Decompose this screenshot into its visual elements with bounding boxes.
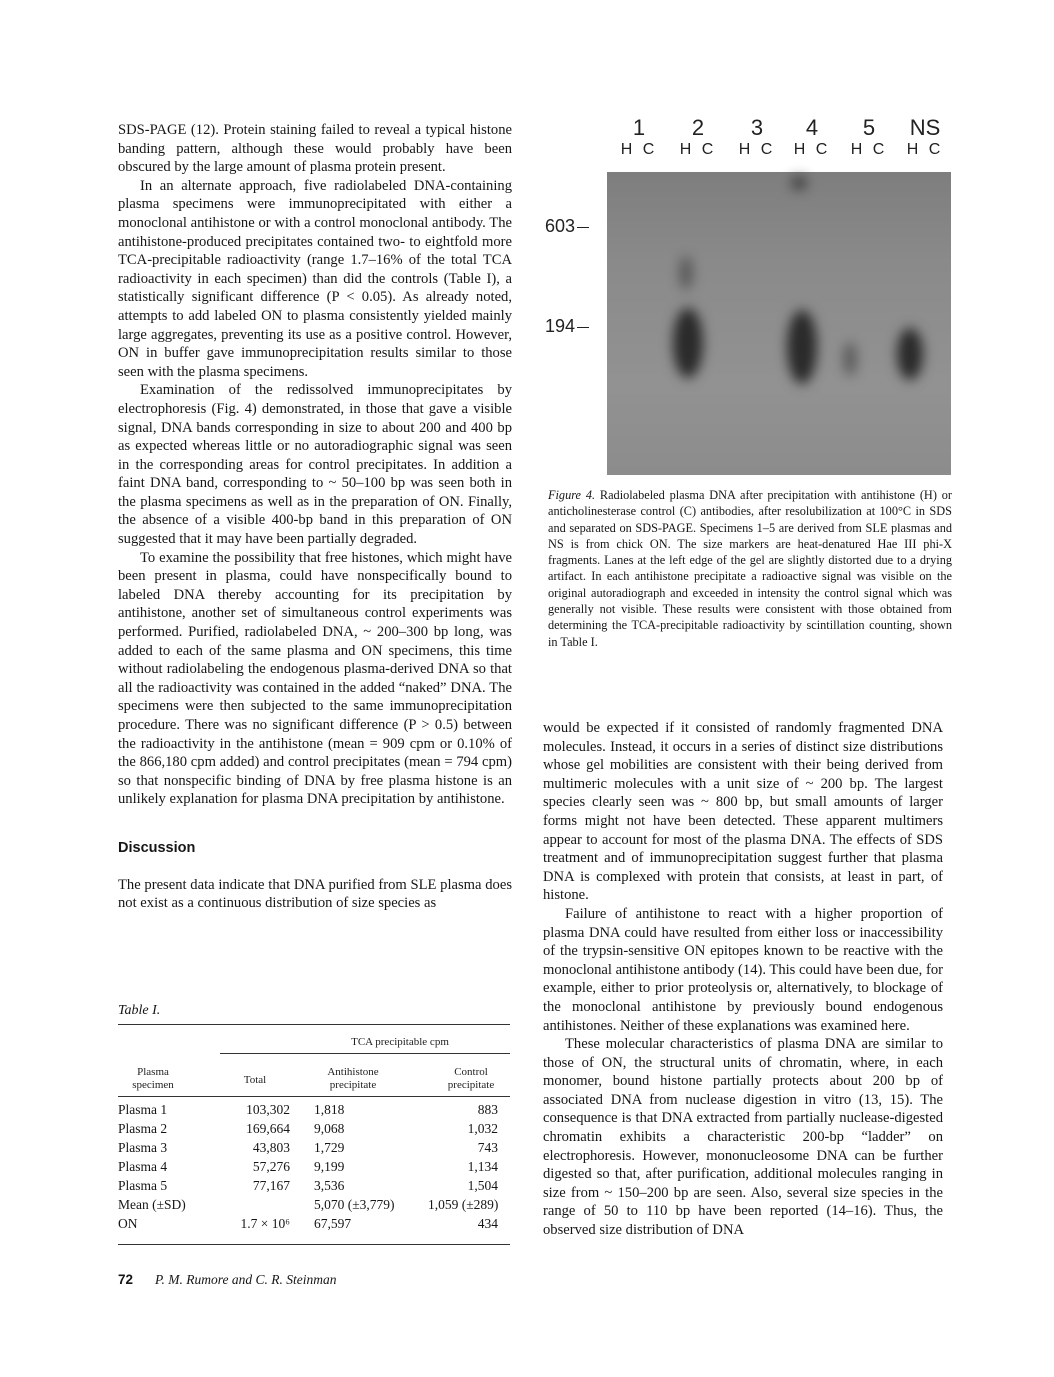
paragraph: Failure of antihistone to react with a higher proportion of plasma DNA could have resulted from either loss or inaccessibility of the trypsin-sensitive ON epitopes known to be reactive with the monoclonal antihistone antibody (14). This could have been due, for example, either to prior proteolysis or, alternatively, to blockage of the monoclonal antihistone by previously bound endogenous antihistones. Neither of these explanations was examined here. [543, 905, 943, 1034]
figure-caption-text: Radiolabeled plasma DNA after precipitation with antihistone (H) or anticholinesterase control (C) antibodies, after resolubilization at 100°C in SDS and separated on SDS-PAGE. Specimens 1–5 are derived from SLE plasmas and NS is from chick ON. The size markers are heat-denatured Hae III phi-X fragments. Lanes at the left edge of the gel are slightly distorted due to a drying artifact. In each antihistone precipitate a radioactive signal was visible on the original autoradiograph and exceeded in intensity the control signal which was generally not visible. These results were consistent with those obtained from determining the TCA-precipitable radioactivity by scintillation counting, shown in Table I. [548, 488, 952, 649]
table-row: Plasma 2 169,664 9,068 1,032 [118, 1121, 498, 1136]
table-row: Plasma 5 77,167 3,536 1,504 [118, 1178, 498, 1193]
paragraph: In an alternate approach, five radiolabeled DNA-containing plasma specimens were immunoprecipitated with either a monoclonal antihistone or with a control monoclonal antibody. The antihistone-produced precipitates contained two- to eightfold more TCA-precipitable radioactivity (range 1.7–16% of the total TCA radioactivity in each specimen) than did the controls (Table I), a statistically significant difference (P < 0.05). As already noted, attempts to add labeled ON to plasma consistently yielded mainly large aggregates, preventing its use as a positive control. However, ON in buffer gave immunoprecipitation results similar to those seen with the plasma specimens. [118, 177, 512, 380]
section-heading-discussion: Discussion [118, 839, 196, 856]
paragraph: Examination of the redissolved immunoprecipitates by electrophoresis (Fig. 4) demonstrated, in those that gave a visible signal, DNA bands corresponding in size to about 200 and 400 bp as expected whereas little or no autoradiographic signal was seen in the corresponding areas for control precipitates. In addition a faint DNA band, corresponding to ~ 50–100 bp was seen both in the plasma specimens as well as in the preparation of ON. Finally, the absence of a visible 400-bp band in this preparation of ON suggested that it may have been partially degraded. [118, 382, 512, 548]
table-column-header: Antihistone precipitate [327, 1066, 379, 1091]
lane-label: 3 H C [738, 115, 776, 158]
paragraph: SDS-PAGE (12). Protein staining failed to reveal a typical histone banding pattern, although these would probably have been obscured by the large amount of plasma protein present. [118, 122, 512, 176]
dna-band [787, 310, 817, 384]
table-row: Plasma 1 103,302 1,818 883 [118, 1102, 498, 1117]
paragraph: To examine the possibility that free histones, which might have been present in plasma, could have nonspecifically bound to labeled DNA thereby accounting for its precipitation by antihistone, another set of simultaneous control experiments was performed. Purified, radiolabeled DNA, ~ 200–300 bp long, was added to each of the same plasma and ON specimens, this time without radiolabeling the endogenous plasma-derived DNA so that all the radioactivity was contained in the added “naked” DNA. The specimens were then subjected to the same immunoprecipitation procedure. There was no significant difference (P > 0.5) between the radioactivity in the antihistone (mean = 909 cpm or 0.10% of the 866,180 cpm added) and control precipitates (mean = 794 cpm) so that nonspecific binding of DNA by free plasma histone is an unlikely explanation for plasma DNA precipitation by antihistone. [118, 549, 512, 808]
paragraph: These molecular characteristics of plasma DNA are similar to those of ON, the structural units of chromatin, where, in each monomer, bound histone partially protects about 200 bp of associated DNA from nuclease digestion in vitro (13, 15). The consequence is that DNA extracted from partially nuclease-digested chromatin exhibits a characteristic 200-bp “ladder” on electrophoresis. However, mononucleosome DNA can be further digested so that, after purification, additional molecules ranging in size from ~ 150–200 bp are seen. Also, several size species in the range of 50 to 110 bp have been reported (14–16). Thus, the observed size distribution of DNA [543, 1036, 943, 1239]
lane-labels [607, 116, 952, 166]
size-marker-603: 603 [545, 216, 589, 237]
table-group-header: TCA precipitable cpm [351, 1036, 449, 1048]
table-column-header: Total [243, 1074, 267, 1086]
paragraph: would be expected if it consisted of randomly fragmented DNA molecules. Instead, it occurs in a series of distinct size distributions whose gel mobilities are consistent with their being derived from multimeric molecules with a unit size of ~ 200 bp. The largest species clearly seen was ~ 800 bp, but small amounts of larger forms might not have been detected. These apparent multimers appear to account for most of the plasma DNA. The effects of SDS treatment and of immunoprecipitation suggest further that plasma DNA is complexed with protein that consists, at least in part, of histone. [543, 720, 943, 904]
paragraph: The present data indicate that DNA purified from SLE plasma does not exist as a continuous distribution of size species as [118, 876, 512, 912]
lane-label: 4 H C [793, 115, 831, 158]
dna-band [673, 308, 703, 378]
autoradiograph-gel [607, 172, 951, 475]
table-row: Mean (±SD) 5,070 (±3,779) 1,059 (±289) [118, 1197, 499, 1212]
figure-4-gel [545, 116, 955, 478]
table-title: Table I. [118, 1003, 161, 1018]
table-rule [118, 1024, 510, 1025]
lane-label: 2 H C [679, 115, 717, 158]
table-rule [118, 1096, 510, 1097]
table-rule [118, 1244, 510, 1245]
dna-band [791, 176, 807, 190]
size-marker-194: 194 [545, 316, 589, 337]
right-text-column [543, 719, 943, 1240]
dna-band [679, 256, 693, 290]
table-row: ON 1.7 × 10⁶ 67,597 434 [118, 1216, 498, 1231]
figure-caption-label: Figure 4. [548, 488, 596, 502]
lane-label: 5 H C [850, 115, 888, 158]
lane-label: NS H C [906, 115, 944, 158]
table-rule [220, 1053, 510, 1054]
dna-band [843, 342, 857, 376]
table-column-header: Control precipitate [447, 1066, 495, 1091]
running-authors: P. M. Rumore and C. R. Steinman [155, 1272, 337, 1287]
table-row: Plasma 4 57,276 9,199 1,134 [118, 1159, 498, 1174]
table-row: Plasma 3 43,803 1,729 743 [118, 1140, 498, 1155]
page-number: 72 [118, 1272, 134, 1287]
dna-band [897, 328, 923, 380]
figure-caption [548, 487, 952, 650]
page-footer [118, 1272, 337, 1288]
lane-label: 1 H C [620, 115, 658, 158]
table-column-header: Plasma specimen [132, 1066, 174, 1091]
left-text-column [118, 121, 512, 913]
